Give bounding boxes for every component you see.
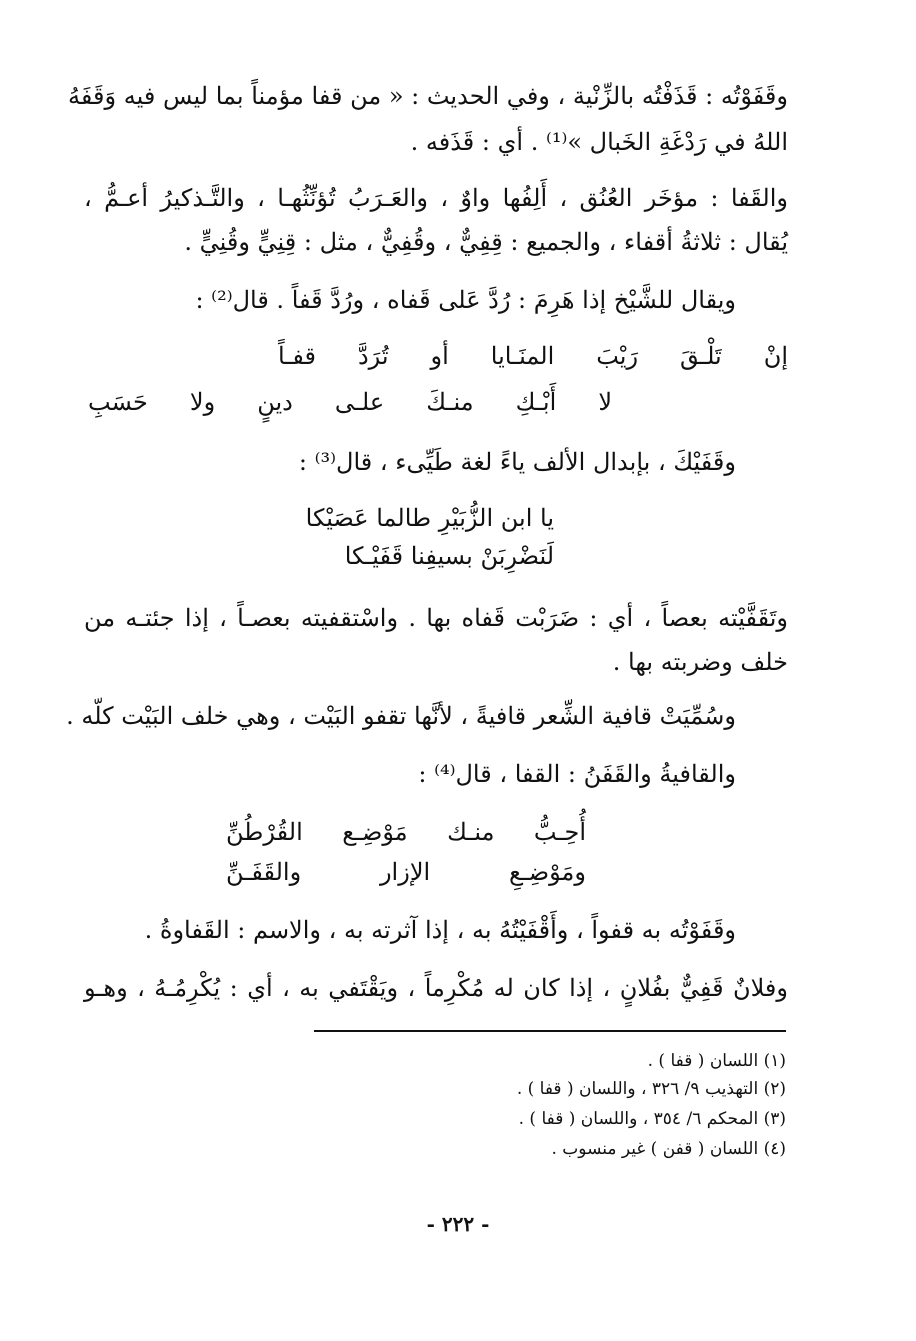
footnote-3: (٣) المحكم ٦/ ٣٥٤ ، واللسان ( قفا ) . <box>518 1109 786 1129</box>
verse-word: إنْ <box>763 342 788 370</box>
verse-word: لا <box>598 388 612 416</box>
verse-word: حَسَبِ <box>88 388 148 416</box>
verse-word: والقَفَـنِّ <box>226 858 302 886</box>
footnote-4: (٤) اللسان ( قفن ) غير منسوب . <box>551 1139 786 1159</box>
verse-2-line-2: لَنَضْرِبَنْ بسيفِنا قَفَيْـكا <box>344 542 554 570</box>
verse-word: الإزار <box>379 858 431 886</box>
verse-word: تَلْـقَ <box>680 342 722 370</box>
paragraph-3: ويقال للشَّيْخ إذا هَرِمَ : رُدَّ عَلى قَفاه ، ورُدَّ قَفاً . قال⁽²⁾ : <box>195 286 736 314</box>
verse-word: دينٍ <box>257 388 293 416</box>
paragraph-6: وسُمِّيَتْ قافية الشِّعر قافيةً ، لأنَّها تقفو البَيْت ، وهي خلف البَيْت كلّه . <box>66 702 736 730</box>
paragraph-8: وقَفَوْتُه به قفواً ، وأَقْفَيْتُهُ به ، إذا آثرته به ، والاسم : القَفاوةُ . <box>144 916 736 944</box>
paragraph-2-line-2: يُقال : ثلاثةُ أقفاء ، والجميع : قِفِيٌّ ، وقُفِيٌّ ، مثل : قِنِيٍّ وقُنِيٍّ . <box>184 228 788 256</box>
verse-word: منـكَ <box>426 388 474 416</box>
verse-1-hemistich-1 <box>278 340 788 372</box>
paragraph-1-line-2: اللهُ في رَدْغَةِ الخَبال »⁽¹⁾ . أي : قَذَفه . <box>410 128 788 156</box>
footnote-divider <box>314 1030 786 1032</box>
verse-word: علـى <box>334 388 385 416</box>
verse-word: مَوْضِـع <box>342 818 408 846</box>
paragraph-9: وفلانٌ قَفِيٌّ بفُلانٍ ، إذا كان له مُكْرِماً ، ويَقْتَفي به ، أي : يُكْرِمُـهُ ، وهـو <box>84 974 788 1002</box>
verse-word: منـك <box>447 818 495 846</box>
verse-3-line-2 <box>226 856 586 888</box>
footnote-2: (٢) التهذيب ٩/ ٣٢٦ ، واللسان ( قفا ) . <box>516 1079 786 1099</box>
verse-2-line-1: يا ابن الزُّبَيْرِ طالما عَصَيْكا <box>305 504 554 532</box>
paragraph-4: وقَفَيْكَ ، بإبدال الألف ياءً لغة طَيِّىء ، قال⁽³⁾ : <box>298 448 736 476</box>
paragraph-1-line-1: وقَفَوْتُه : قَذَفْتُه بالزِّنْية ، وفي الحديث : « من قفا مؤمناً بما ليس فيه وَقَفَهُ <box>68 82 788 110</box>
verse-word: ومَوْضِـعِ <box>508 858 586 886</box>
verse-word: ولا <box>189 388 216 416</box>
footnote-1: (١) اللسان ( قفا ) . <box>647 1051 786 1071</box>
verse-1-hemistich-2 <box>88 386 612 418</box>
verse-word: أَبْـكِ <box>515 388 557 416</box>
paragraph-5-line-1: وتَقَفَّيْته بعصاً ، أي : ضَرَبْت قَفاه بها . واسْتقفيته بعصـاً ، إذا جئتـه من <box>84 604 788 632</box>
page-number: - ٢٢٢ - <box>426 1212 490 1236</box>
paragraph-7: والقافيةُ والقَفَنُ : القفا ، قال⁽⁴⁾ : <box>418 760 736 788</box>
verse-word: المنَـايا <box>490 342 555 370</box>
verse-word: أو <box>430 342 449 370</box>
verse-word: رَيْبَ <box>596 342 639 370</box>
verse-word: أُحِـبُّ <box>533 818 586 846</box>
paragraph-2-line-1: والقَفا : مؤخَر العُنُق ، أَلِفُها واوٌ ، والعَـرَبُ تُؤنِّثُهـا ، والتَّـذكيرُ أعـمُّ ، <box>84 184 788 212</box>
verse-word: تُرَدَّ <box>357 342 389 370</box>
verse-3-line-1 <box>226 816 586 848</box>
verse-word: القُرْطُنِّ <box>226 818 303 846</box>
paragraph-5-line-2: خلف وضربته بها . <box>612 648 788 676</box>
verse-word: قفـاً <box>278 342 316 370</box>
